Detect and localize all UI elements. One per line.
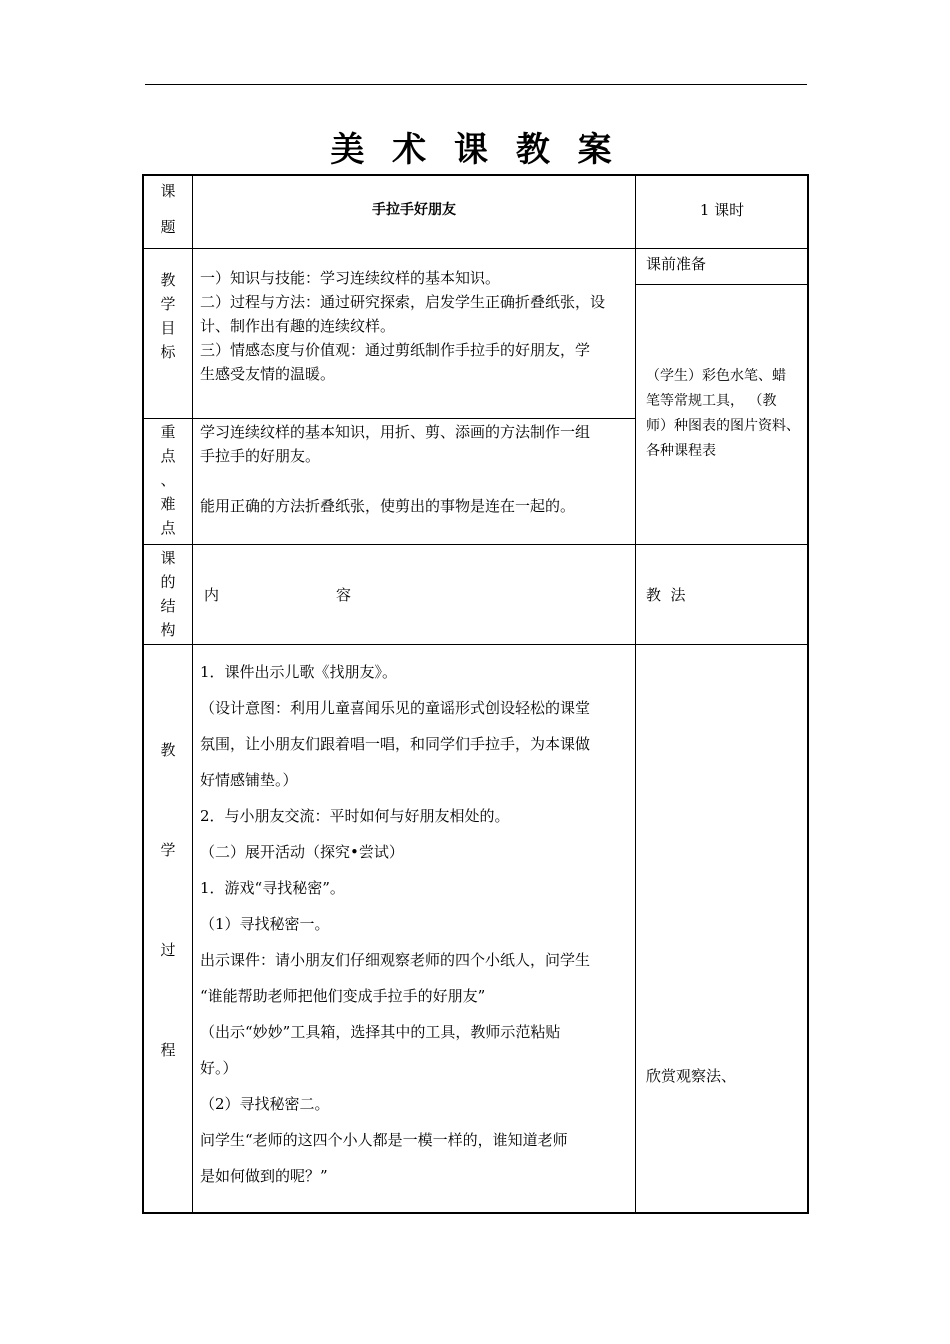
prep-materials: （学生）彩色水笔、蜡 笔等常规工具， （教 师）种图表的图片资料、 各种课程表: [646, 368, 800, 459]
label-process-2: 学: [160, 841, 176, 859]
difficulty-points: 能用正确的方法折叠纸张，使剪出的事物是连在一起的。: [200, 497, 576, 515]
row-divider-3: [143, 544, 808, 545]
process-line: 2．与小朋友交流：平时如何与好朋友相处的。: [200, 807, 510, 825]
row-divider-2: [143, 418, 636, 419]
teaching-goals: 一）知识与技能：学习连续纹样的基本知识。 二）过程与方法：通过研究探索，启发学生正确折叠纸张，设 计、制作出有趣的连续纹样。 三）情感态度与价值观：通过剪纸制作手拉手的好朋友，学 生感受友情的温暖。: [200, 269, 606, 383]
process-line: 1．课件出示儿歌《找朋友》。: [200, 663, 398, 681]
process-line: 问学生“老师的这四个小人都是一模一样的，谁知道老师: [200, 1131, 568, 1149]
column-divider-method: [635, 175, 636, 1213]
label-process-4: 程: [160, 1041, 176, 1059]
process-line: 出示课件：请小朋友们仔细观察老师的四个小纸人，问学生: [200, 951, 591, 969]
label-process-3: 过: [160, 941, 176, 959]
row-divider-1: [143, 248, 808, 249]
column-divider-label: [192, 175, 193, 1213]
process-line: 是如何做到的呢？”: [200, 1167, 328, 1185]
prep-title: 课前准备: [646, 255, 707, 273]
row-divider-prep: [636, 284, 808, 285]
process-line: 好。）: [200, 1059, 238, 1077]
process-line: 好情感铺垫。）: [200, 771, 298, 789]
process-line: 1．游戏“寻找秘密”。: [200, 879, 345, 897]
content-header-a: 内: [204, 586, 220, 604]
label-goals: 教 学 目 标: [160, 271, 176, 361]
process-line: （设计意图：利用儿童喜闻乐见的童谣形式创设轻松的课堂: [200, 699, 591, 717]
key-points: 学习连续纹样的基本知识，用折、剪、添画的方法制作一组 手拉手的好朋友。: [200, 423, 591, 465]
label-topic: 课 题: [160, 182, 176, 236]
class-hours: 1 课时: [699, 201, 745, 219]
process-line: “谁能帮助老师把他们变成手拉手的好朋友”: [200, 987, 486, 1005]
method-note: 欣赏观察法、: [646, 1067, 737, 1085]
document-title: 美 术 课 教 案: [330, 130, 620, 170]
teaching-process: [200, 654, 630, 1194]
process-line: 氛围，让小朋友们跟着唱一唱，和同学们手拉手，为本课做: [200, 735, 591, 753]
label-process-1: 教: [160, 741, 176, 759]
process-line: （出示“妙妙”工具箱，选择其中的工具，教师示范粘贴: [200, 1023, 561, 1041]
header-rule: [145, 84, 807, 85]
process-line: （1）寻找秘密一。: [200, 915, 330, 933]
topic-title: 手拉手好朋友: [372, 202, 456, 218]
process-line: （二）展开活动（探究•尝试）: [200, 843, 404, 861]
label-key-difficulty: 重 点 、 难 点: [160, 423, 176, 537]
method-header: 教 法: [646, 586, 686, 604]
process-line: （2）寻找秘密二。: [200, 1095, 330, 1113]
label-structure: 课 的 结 构: [160, 549, 176, 639]
row-divider-4: [143, 644, 808, 645]
content-header-b: 容: [336, 586, 352, 604]
